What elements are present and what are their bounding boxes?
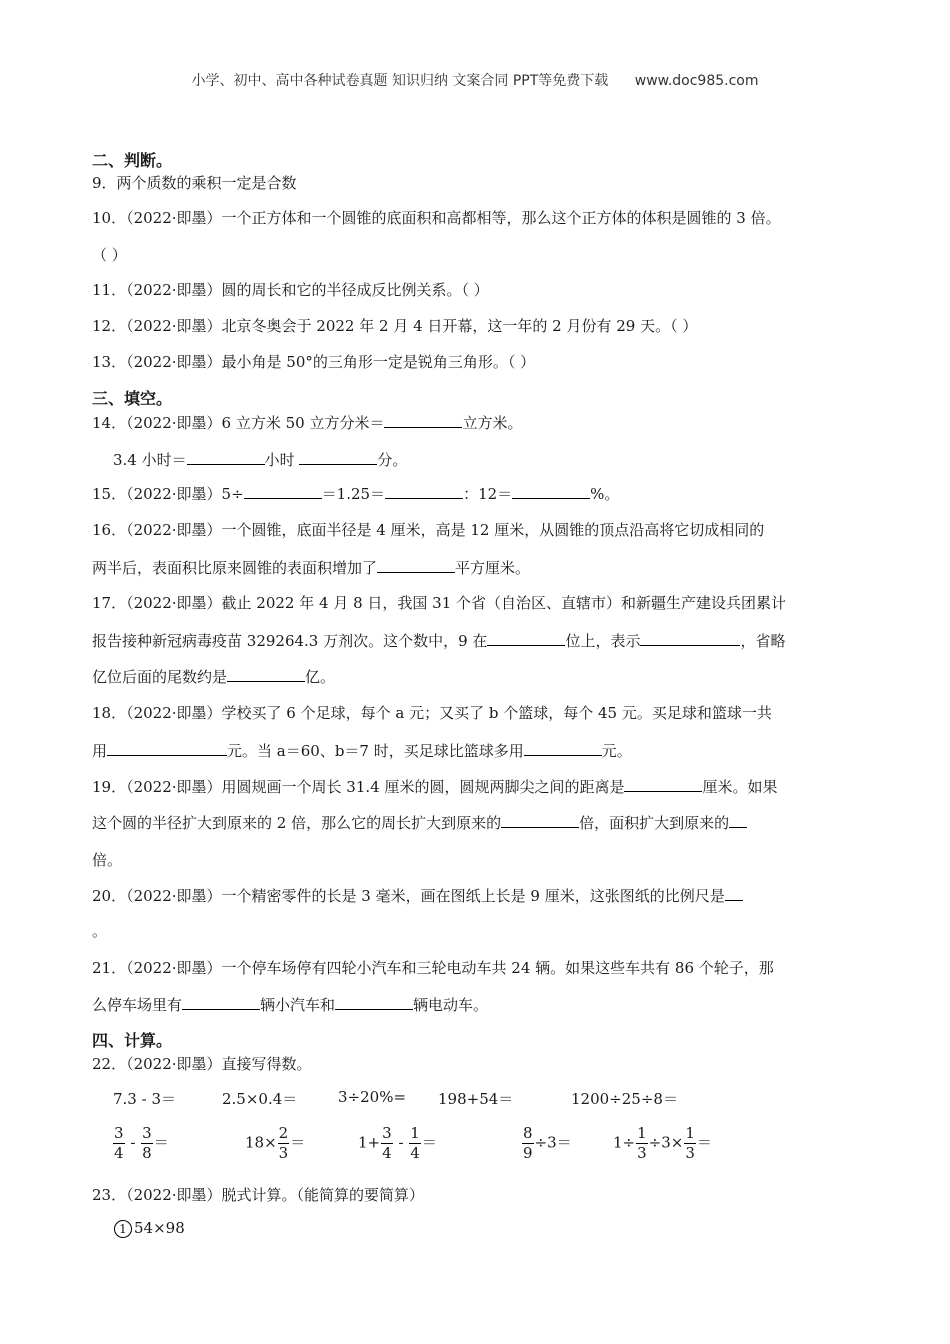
header-site: www.doc985.com bbox=[634, 73, 759, 89]
question-22: 22．（2022·即墨）直接写得数。 bbox=[92, 1055, 312, 1073]
question-19-cont bbox=[92, 812, 747, 833]
q17b-text-2: 位上，表示 bbox=[565, 632, 641, 650]
equals: ＝ bbox=[696, 1133, 712, 1152]
q16b-text-2: 平方厘米。 bbox=[455, 559, 531, 577]
numerator: 3 bbox=[114, 1124, 124, 1142]
q21b-text-2: 辆小汽车和 bbox=[260, 996, 336, 1014]
question-11: 11．（2022·即墨）圆的周长和它的半径成反比例关系。（ ） bbox=[92, 281, 489, 299]
equals: ＝ bbox=[290, 1133, 306, 1152]
calc-frac-item-4 bbox=[521, 1124, 572, 1163]
fraction bbox=[113, 1124, 125, 1163]
denominator: 3 bbox=[637, 1144, 647, 1162]
q17c-text-2: 亿。 bbox=[305, 668, 336, 686]
q17c-text-1: 亿位后面的尾数约是 bbox=[92, 668, 228, 686]
calc-item-5: 1200÷25÷8＝ bbox=[571, 1090, 678, 1108]
section-calc-title: 四、计算。 bbox=[92, 1031, 173, 1050]
question-21-cont bbox=[92, 994, 488, 1015]
numerator: 3 bbox=[142, 1124, 152, 1142]
calc-item-4: 198+54＝ bbox=[438, 1090, 514, 1108]
question-18: 18．（2022·即墨）学校买了 6 个足球，每个 a 元；又买了 b 个篮球，每个 45 元。买足球和篮球一共 bbox=[92, 704, 772, 722]
equals: ＝ bbox=[421, 1133, 437, 1152]
calc-frac-item-5 bbox=[613, 1124, 712, 1163]
calc-item-1: 7.3 - 3＝ bbox=[113, 1090, 177, 1108]
question-16: 16．（2022·即墨）一个圆锥，底面半径是 4 厘米，高是 12 厘米，从圆锥的顶点沿高将它切成相同的 bbox=[92, 521, 765, 539]
calc-item-2: 2.5×0.4＝ bbox=[222, 1090, 298, 1108]
denominator: 9 bbox=[523, 1144, 533, 1162]
q19b-text-1: 这个圆的半径扩大到原来的 2 倍，那么它的周长扩大到原来的 bbox=[92, 814, 502, 832]
fraction bbox=[409, 1124, 421, 1163]
q17-blank-2[interactable] bbox=[640, 631, 740, 646]
q18-blank-2[interactable] bbox=[524, 741, 602, 756]
calc-item-3: 3÷20%= bbox=[338, 1088, 407, 1106]
q18b-text-1: 用 bbox=[92, 742, 108, 760]
q15-text-2: ＝1.25＝ bbox=[321, 485, 386, 503]
calc-frac-item-3 bbox=[358, 1124, 437, 1163]
section-fill-title: 三、填空。 bbox=[92, 389, 173, 408]
q14b-text-3: 分。 bbox=[377, 451, 408, 469]
q21b-text-1: 么停车场里有 bbox=[92, 996, 183, 1014]
fraction bbox=[141, 1124, 153, 1163]
header-text: 小学、初中、高中各种试卷真题 知识归纳 文案合同 PPT等免费下载 bbox=[191, 73, 609, 89]
q20-blank[interactable] bbox=[725, 886, 743, 901]
q17b-text-1: 报告接种新冠病毒疫苗 329264.3 万剂次。这个数中，9 在 bbox=[92, 632, 488, 650]
q14b-text-2: 小时 bbox=[264, 451, 300, 469]
q15-text-3: ：12＝ bbox=[463, 485, 513, 503]
prefix: 1+ bbox=[358, 1133, 381, 1152]
q15-text-4: %。 bbox=[590, 485, 620, 503]
q21-blank-1[interactable] bbox=[182, 995, 260, 1010]
question-23-item-1 bbox=[114, 1219, 185, 1238]
q19-blank-1[interactable] bbox=[624, 777, 702, 792]
question-10-answer-paren: （ ） bbox=[92, 246, 127, 264]
q20-text: 20．（2022·即墨）一个精密零件的长是 3 毫米，画在图纸上长是 9 厘米，这张图纸的比例尺是 bbox=[92, 887, 725, 905]
question-20 bbox=[92, 885, 743, 906]
q21b-text-3: 辆电动车。 bbox=[413, 996, 489, 1014]
operator: - bbox=[125, 1133, 141, 1152]
q19-blank-2[interactable] bbox=[501, 813, 579, 828]
question-13: 13．（2022·即墨）最小角是 50°的三角形一定是锐角三角形。（ ） bbox=[92, 353, 536, 371]
denominator: 4 bbox=[382, 1144, 392, 1162]
denominator: 4 bbox=[410, 1144, 420, 1162]
denominator: 3 bbox=[685, 1144, 695, 1162]
q14b-blank-2[interactable] bbox=[299, 450, 377, 465]
section-judge-title: 二、判断。 bbox=[92, 151, 173, 170]
question-17-cont bbox=[92, 630, 785, 651]
question-14 bbox=[92, 412, 522, 433]
fraction bbox=[522, 1124, 534, 1163]
q14b-blank-1[interactable] bbox=[187, 450, 265, 465]
question-16-cont bbox=[92, 557, 530, 578]
numerator: 1 bbox=[685, 1124, 695, 1142]
question-15 bbox=[92, 483, 619, 504]
question-14-part2 bbox=[113, 449, 407, 470]
question-12: 12．（2022·即墨）北京冬奥会于 2022 年 2 月 4 日开幕，这一年的 2 月份有 29 天。（ ） bbox=[92, 317, 698, 335]
q18b-text-3: 元。 bbox=[601, 742, 632, 760]
question-23: 23．（2022·即墨）脱式计算。（能简算的要简算） bbox=[92, 1186, 425, 1204]
q14-text-1: 14．（2022·即墨）6 立方米 50 立方分米＝ bbox=[92, 414, 385, 432]
middle-op: ÷3× bbox=[648, 1133, 684, 1152]
question-10: 10．（2022·即墨）一个正方体和一个圆锥的底面积和高都相等，那么这个正方体的体积是圆锥的 3 倍。 bbox=[92, 209, 781, 227]
suffix: ÷3＝ bbox=[534, 1133, 572, 1152]
fraction bbox=[636, 1124, 648, 1163]
q19-blank-3[interactable] bbox=[729, 813, 747, 828]
q16-blank[interactable] bbox=[377, 558, 455, 573]
q21-blank-2[interactable] bbox=[335, 995, 413, 1010]
prefix: 1÷ bbox=[613, 1133, 636, 1152]
q17b-text-3: ，省略 bbox=[740, 632, 786, 650]
question-17: 17．（2022·即墨）截止 2022 年 4 月 8 日，我国 31 个省（自治区、直辖市）和新疆生产建设兵团累计 bbox=[92, 594, 787, 612]
numerator: 1 bbox=[637, 1124, 647, 1142]
q14-blank-1[interactable] bbox=[384, 413, 462, 428]
q16b-text-1: 两半后，表面积比原来圆锥的表面积增加了 bbox=[92, 559, 378, 577]
q15-blank-1[interactable] bbox=[244, 484, 322, 499]
prefix: 18× bbox=[245, 1133, 277, 1152]
fraction bbox=[684, 1124, 696, 1163]
q19b-text-2: 倍，面积扩大到原来的 bbox=[579, 814, 730, 832]
circled-number: 1 bbox=[114, 1220, 132, 1238]
q15-text-1: 15．（2022·即墨）5÷ bbox=[92, 485, 244, 503]
q17-blank-3[interactable] bbox=[227, 667, 305, 682]
operator: - bbox=[393, 1133, 409, 1152]
numerator: 2 bbox=[278, 1124, 289, 1142]
fraction bbox=[381, 1124, 393, 1163]
q17-blank-1[interactable] bbox=[487, 631, 565, 646]
denominator: 3 bbox=[278, 1144, 289, 1162]
equals: ＝ bbox=[153, 1133, 169, 1152]
question-9: 9．两个质数的乘积一定是合数 bbox=[92, 174, 297, 192]
fraction bbox=[278, 1124, 290, 1163]
question-19-cont-2: 倍。 bbox=[92, 851, 123, 869]
q23-expression: 54×98 bbox=[134, 1219, 185, 1237]
question-19 bbox=[92, 776, 777, 797]
denominator: 4 bbox=[114, 1144, 124, 1162]
q15-blank-2[interactable] bbox=[385, 484, 463, 499]
numerator: 3 bbox=[382, 1124, 392, 1142]
calc-frac-item-1 bbox=[112, 1124, 169, 1163]
q19a-text-1: 19．（2022·即墨）用圆规画一个周长 31.4 厘米的圆，圆规两脚尖之间的距离是 bbox=[92, 778, 625, 796]
q14b-text-1: 3.4 小时＝ bbox=[113, 451, 187, 469]
question-21: 21．（2022·即墨）一个停车场停有四轮小汽车和三轮电动车共 24 辆。如果这些车共有 86 个轮子，那 bbox=[92, 959, 774, 977]
q14-text-2: 立方米。 bbox=[462, 414, 523, 432]
question-18-cont bbox=[92, 740, 632, 761]
question-20-cont: 。 bbox=[92, 922, 108, 940]
numerator: 8 bbox=[523, 1124, 533, 1142]
numerator: 1 bbox=[410, 1124, 420, 1142]
q18-blank-1[interactable] bbox=[107, 741, 227, 756]
page-header bbox=[0, 70, 950, 90]
calc-frac-item-2 bbox=[245, 1124, 305, 1163]
q18b-text-2: 元。当 a＝60、b＝7 时，买足球比篮球多用 bbox=[227, 742, 524, 760]
q19a-text-2: 厘米。如果 bbox=[702, 778, 778, 796]
question-17-cont-2 bbox=[92, 666, 335, 687]
q15-blank-3[interactable] bbox=[512, 484, 590, 499]
denominator: 8 bbox=[142, 1144, 152, 1162]
